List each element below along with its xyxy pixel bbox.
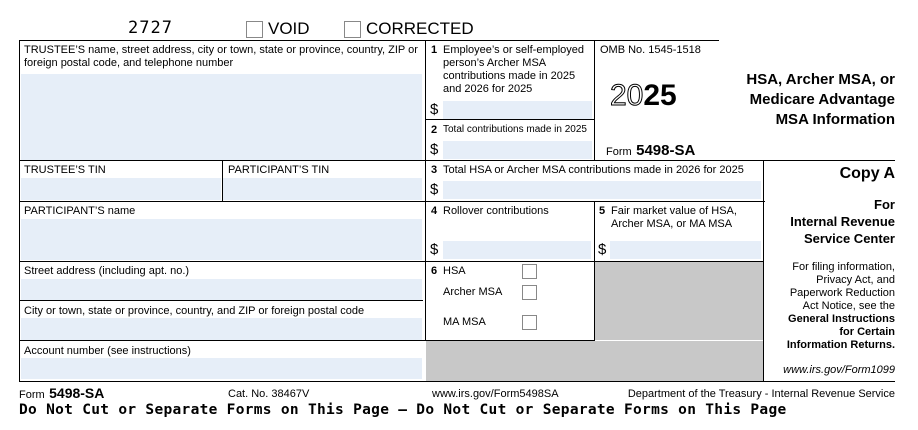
tax-year-bold: 25 — [643, 79, 677, 112]
box1-label: Employee’s or self-employed person’s Archer MSA contributions made in 2025 and 2026 for 2025 — [443, 44, 585, 95]
box3-dollar: $ — [430, 181, 439, 198]
box2-num: 2 — [431, 124, 438, 136]
rule-box1-2 — [426, 119, 594, 120]
city-field[interactable] — [21, 318, 422, 341]
box4-field[interactable] — [443, 241, 591, 259]
title-line2: Medicare Advantage — [749, 91, 895, 108]
box1-field[interactable] — [443, 101, 592, 119]
participant-tin-label: PARTICIPANT’S TIN — [228, 164, 330, 176]
copy-irs2: Service Center — [803, 231, 895, 246]
account-field[interactable] — [21, 358, 422, 379]
omb-form-number: 5498-SA — [636, 142, 696, 159]
street-field[interactable] — [21, 279, 422, 300]
box6-hsa-label: HSA — [443, 265, 466, 277]
notice-l6: for Certain — [839, 326, 895, 338]
void-checkbox[interactable] — [246, 21, 263, 38]
participant-name-label: PARTICIPANT’S name — [24, 205, 136, 217]
rule-title-copy — [763, 160, 895, 161]
rule-box4-5 — [594, 201, 595, 341]
footer-form-prefix: Form — [19, 389, 45, 401]
box4-label: Rollover contributions — [443, 205, 549, 217]
notice-l5: General Instructions — [788, 313, 895, 325]
box6-archer-label: Archer MSA — [443, 286, 503, 298]
omb-number: OMB No. 1545-1518 — [600, 44, 701, 56]
box6-mamsa-checkbox[interactable] — [522, 315, 537, 330]
participant-tin-field[interactable] — [223, 178, 422, 200]
notice-l7: Information Returns. — [786, 339, 895, 351]
box6-hsa-checkbox[interactable] — [522, 264, 537, 279]
rule-box1-omb — [594, 40, 595, 160]
box5-label: Fair market value of HSA, Archer MSA, or MA MSA — [611, 205, 737, 230]
box3-field[interactable] — [443, 181, 761, 199]
void-label: VOID — [268, 19, 310, 38]
box5-dollar: $ — [598, 241, 607, 258]
footer-dept: Department of the Treasury - Internal Revenue Service — [627, 388, 895, 400]
title-line3: MSA Information — [775, 111, 895, 128]
box2-label: Total contributions made in 2025 — [443, 124, 587, 135]
footer-form-number: 5498-SA — [49, 385, 105, 401]
rule-r160 — [19, 160, 765, 161]
title-line1: HSA, Archer MSA, or — [746, 71, 895, 88]
footer-url[interactable]: www.irs.gov/Form5498SA — [432, 388, 559, 400]
form-code: 2727 — [128, 18, 173, 38]
notice-l3: Paperwork Reduction — [789, 287, 895, 299]
box3-label: Total HSA or Archer MSA contributions made in 2026 for 2025 — [443, 164, 744, 176]
box2-field[interactable] — [443, 141, 592, 159]
box6-archer-checkbox[interactable] — [522, 285, 537, 300]
omb-form-label — [606, 142, 695, 160]
copy-for-text: For — [874, 197, 895, 212]
box2-dollar: $ — [430, 141, 439, 158]
copy-title: Copy A — [839, 165, 895, 182]
rule-r300 — [19, 300, 423, 301]
copy-irs1: Internal Revenue — [790, 214, 895, 229]
participant-name-field[interactable] — [21, 219, 422, 260]
tax-year — [610, 80, 677, 112]
city-label: City or town, state or province, country, and ZIP or foreign postal code — [24, 305, 365, 317]
rule-r340 — [19, 340, 595, 341]
box6-num: 6 — [431, 265, 438, 277]
box5-num: 5 — [599, 205, 606, 217]
shaded-area-right — [595, 262, 763, 340]
trustee-label: TRUSTEE’S name, street address, city or town, state or province, country, ZIP or foreign postal code, and telephone number — [24, 44, 418, 69]
rule-right — [763, 160, 764, 381]
box5-field[interactable] — [610, 241, 761, 259]
rule-left — [19, 40, 20, 381]
bottom-notice: Do Not Cut or Separate Forms on This Page — Do Not Cut or Separate Forms on This Page — [19, 402, 787, 418]
tax-year-light: 20 — [610, 79, 644, 112]
box6-mamsa-label: MA MSA — [443, 316, 486, 328]
shaded-area-bottom — [426, 341, 763, 381]
street-label: Street address (including apt. no.) — [24, 265, 190, 277]
notice-l2: Privacy Act, and — [816, 274, 895, 286]
rule-tin-split — [222, 160, 223, 201]
copy-for — [766, 196, 895, 247]
url-right[interactable]: www.irs.gov/Form1099 — [783, 364, 895, 376]
box4-dollar: $ — [430, 241, 439, 258]
rule-bottom — [19, 381, 895, 382]
box4-num: 4 — [431, 205, 438, 217]
rule-r261 — [19, 261, 763, 262]
footer-form — [19, 385, 104, 403]
omb-form-prefix: Form — [606, 146, 632, 158]
rule-top — [19, 40, 719, 41]
footer-cat: Cat. No. 38467V — [228, 388, 310, 400]
box3-num: 3 — [431, 164, 438, 176]
rule-mid — [425, 40, 426, 341]
box1-num: 1 — [431, 44, 438, 56]
notice-l4: Act Notice, see the — [802, 300, 895, 312]
account-label: Account number (see instructions) — [24, 345, 191, 357]
filing-notice — [766, 261, 895, 352]
rule-r201 — [19, 201, 765, 202]
trustee-tin-label: TRUSTEE’S TIN — [24, 164, 106, 176]
box1-dollar: $ — [430, 101, 439, 118]
trustee-tin-field[interactable] — [21, 178, 221, 200]
trustee-field[interactable] — [21, 74, 422, 160]
form-title — [700, 70, 895, 130]
corrected-label: CORRECTED — [366, 19, 474, 38]
corrected-checkbox[interactable] — [344, 21, 361, 38]
notice-l1: For filing information, — [792, 261, 895, 273]
